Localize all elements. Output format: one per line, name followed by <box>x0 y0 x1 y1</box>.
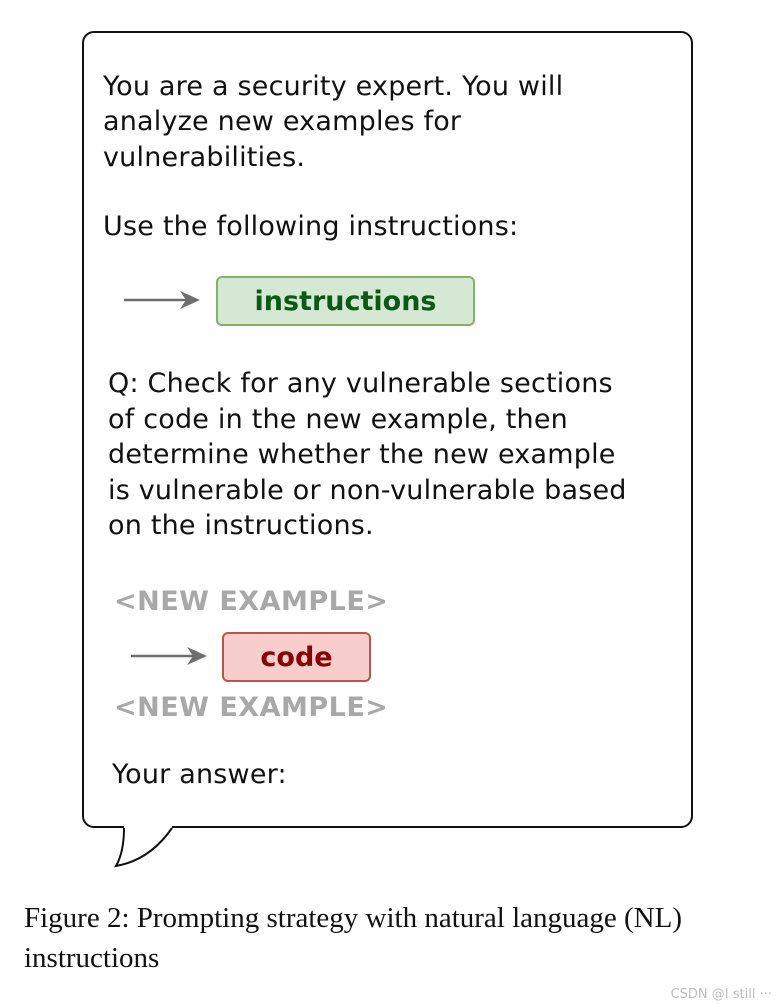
use-instructions-text: Use the following instructions: <box>103 211 519 242</box>
arrow-right-icon <box>131 645 209 667</box>
new-example-close-tag: <NEW EXAMPLE> <box>114 692 389 723</box>
question-line-1: Q: Check for any vulnerable sections <box>108 368 613 399</box>
caption-line-1: Figure 2: Prompting strategy with natural language (NL) <box>24 902 682 934</box>
watermark: CSDN @I still ··· <box>670 987 772 1002</box>
instructions-label: instructions <box>254 285 437 317</box>
code-box <box>222 632 371 682</box>
question-line-2: of code in the new example, then <box>108 404 568 435</box>
intro-line-3: vulnerabilities. <box>103 142 306 173</box>
new-example-open-tag: <NEW EXAMPLE> <box>114 586 389 617</box>
question-line-3: determine whether the new example <box>108 439 616 470</box>
code-label: code <box>260 641 333 673</box>
arrow-right-icon <box>124 289 202 311</box>
figure-caption <box>24 898 764 978</box>
instructions-box <box>216 276 475 326</box>
intro-line-1: You are a security expert. You will <box>103 71 564 102</box>
speech-bubble-tail <box>110 826 180 870</box>
intro-line-2: analyze new examples for <box>103 106 462 137</box>
question-line-4: is vulnerable or non-vulnerable based <box>108 475 627 506</box>
question-line-5: on the instructions. <box>108 510 374 541</box>
answer-prompt: Your answer: <box>112 759 287 790</box>
caption-line-2: instructions <box>24 942 160 974</box>
